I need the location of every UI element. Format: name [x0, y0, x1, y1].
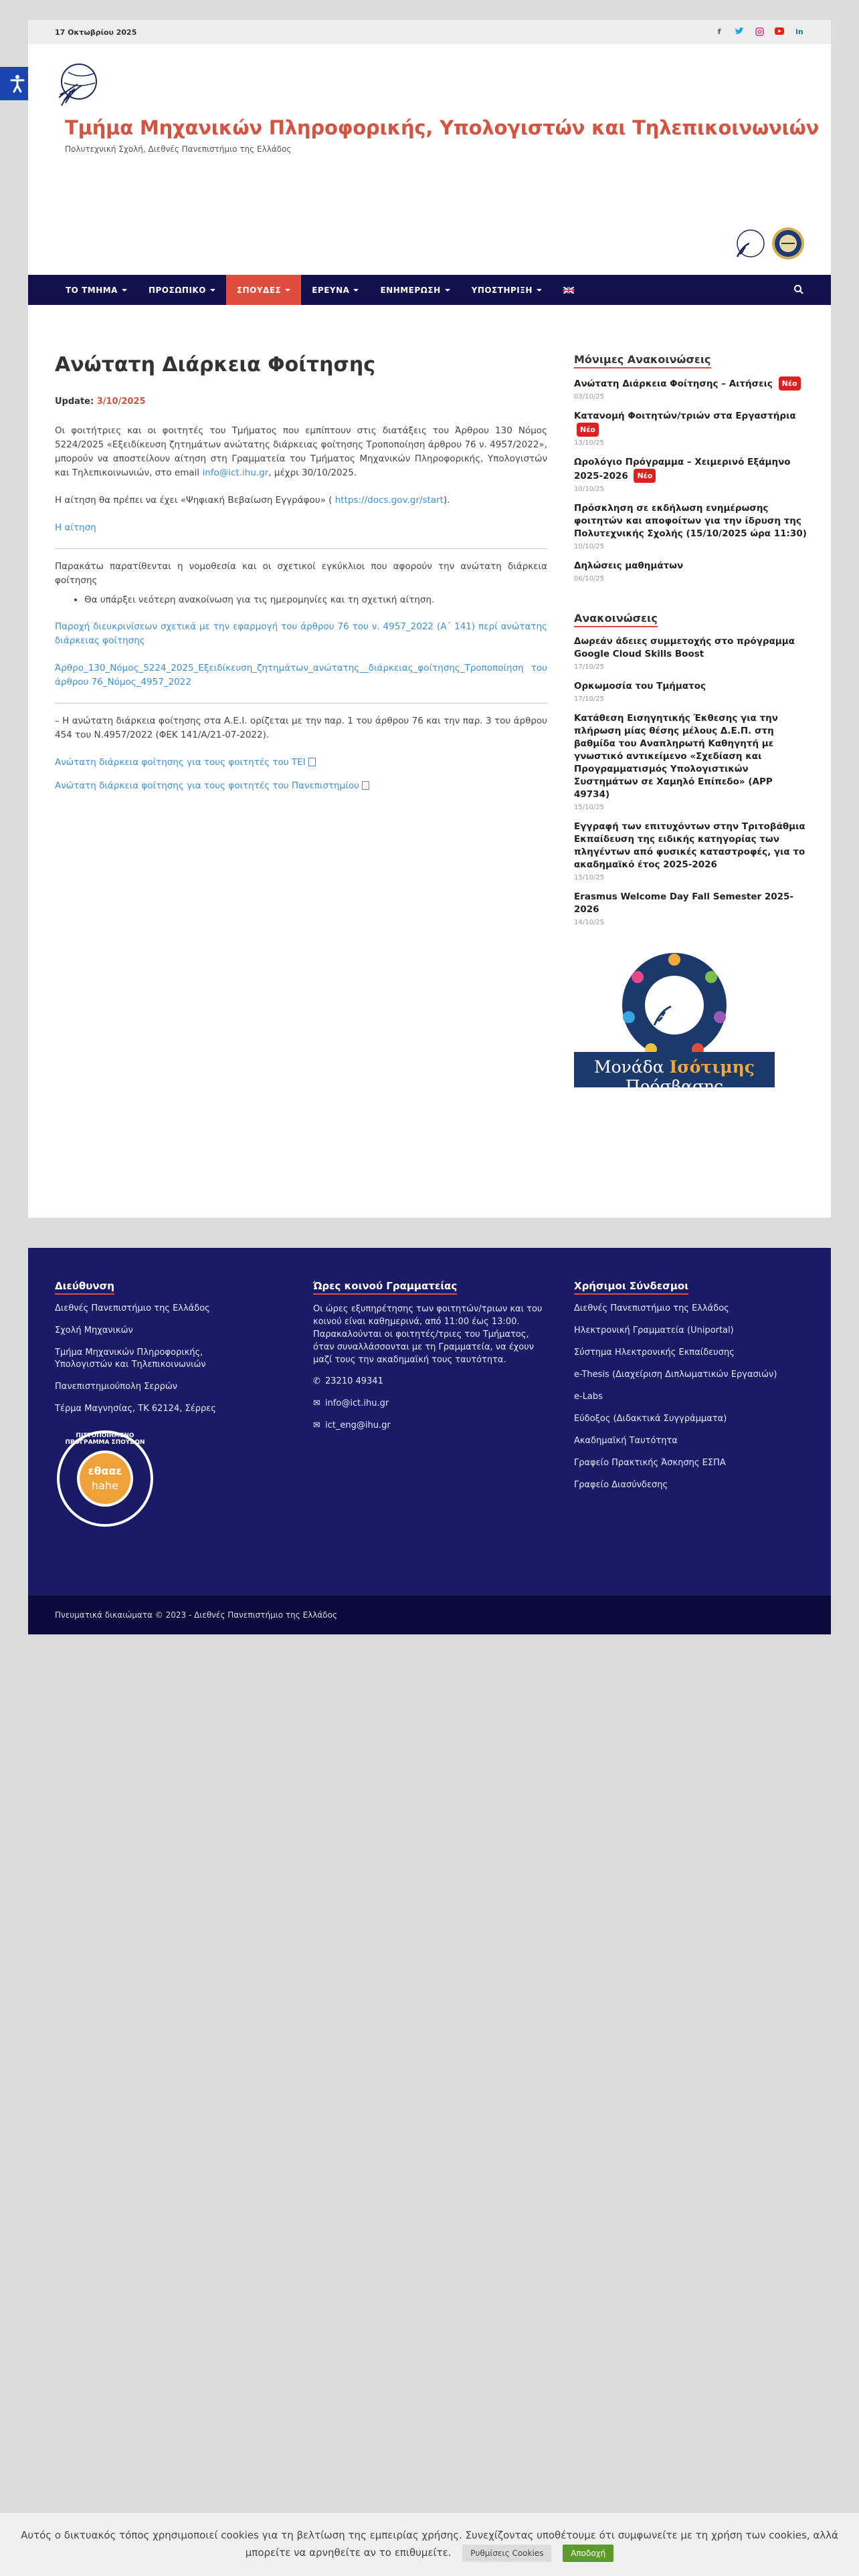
new-badge: Νέο [634, 469, 656, 483]
email-address: ict_eng@ihu.gr [325, 1420, 391, 1430]
footer-office-hours [313, 1280, 547, 1442]
footer-link[interactable]: Γραφείο Διασύνδεσης [574, 1480, 668, 1490]
address-line: Διεθνές Πανεπιστήμιο της Ελλάδος [55, 1303, 210, 1313]
hahe-text: hahe [92, 1479, 118, 1492]
docs-text-end: ). [443, 495, 450, 506]
hahe-ring-text: ΠΙΣΤΟΠΟΙΗΜΕΝΟ ΠΡΟΓΡΑΜΜΑ ΣΠΟΥΔΩΝ [65, 1432, 145, 1446]
nav-label: ΕΡΕΥΝΑ [312, 285, 350, 295]
search-icon [793, 284, 804, 295]
email-contact[interactable] [313, 1398, 547, 1410]
docs-text: Η αίτηση θα πρέπει να έχει «Ψηφιακή Βεβαίωση Εγγράφου» ( [55, 495, 335, 506]
list-item[interactable] [574, 502, 808, 550]
article [55, 353, 547, 807]
post-date: 06/10/25 [574, 575, 604, 582]
nav-item-support[interactable] [461, 275, 553, 305]
footer-link[interactable]: Γραφείο Πρακτικής Άσκησης ΕΣΠΑ [574, 1458, 726, 1468]
footer-link[interactable]: Εύδοξος (Διδακτικά Συγγράμματα) [574, 1414, 727, 1424]
cookie-settings-button[interactable]: Ρυθμίσεις Cookies [462, 2545, 551, 2562]
site-title[interactable]: Τμήμα Μηχανικών Πληροφορικής, Υπολογιστών και Τηλεπικοινωνιών [65, 116, 820, 139]
address-line: Σχολή Μηχανικών [55, 1325, 133, 1335]
post-title[interactable]: Ωρολόγιο Πρόγραμμα – Χειμερινό Εξάμηνο 2025-2026 [574, 457, 791, 481]
update-line [55, 397, 547, 407]
paragraph-legislation: Παρακάτω παρατίθενται η νομοθεσία και οι σχετικοί εγκύκλιοι που αφορούν την ανώτατη διάρκεια φοίτησης [55, 561, 547, 586]
footer-link[interactable]: Διεθνές Πανεπιστήμιο της Ελλάδος [574, 1303, 729, 1313]
phone-number: 23210 49341 [325, 1376, 383, 1386]
post-title[interactable]: Πρόσκληση σε εκδήλωση ενημέρωσης φοιτητών και αποφοίτων για την ίδρυση της Πολυτεχνικής Σχολής (15/10/2025 ώρα 11:30) [574, 503, 807, 539]
page-title: Ανώτατη Διάρκεια Φοίτησης [55, 353, 375, 377]
post-title[interactable]: Δωρεάν άδειες συμμετοχής στο πρόγραμμα Google Cloud Skills Boost [574, 636, 795, 659]
list-item[interactable] [574, 635, 808, 671]
post-title[interactable]: Ορκωμοσία του Τμήματος [574, 681, 706, 691]
caret-down-icon [210, 289, 215, 292]
pinned-announcements-title: Μόνιμες Ανακοινώσεις [574, 353, 711, 368]
list-item[interactable] [574, 377, 808, 401]
list-item[interactable] [574, 410, 808, 447]
email-link[interactable]: info@ict.ihu.gr [202, 467, 269, 478]
cookie-text: Αυτός ο δικτυακός τόπος χρησιμοποιεί cookies για τη βελτίωση της εμπειρίας χρήσης. Συνεχίζοντας υποθέτουμε ότι συμφωνείτε με τη χρήση των cookies, αλλά [21, 2529, 838, 2541]
footer-heading: Ώρες κοινού Γραμματείας [313, 1280, 457, 1295]
application-link[interactable]: Η αίτηση [55, 522, 96, 533]
main-area [28, 305, 831, 1218]
caret-down-icon [285, 289, 290, 292]
phone-contact[interactable] [313, 1376, 547, 1388]
site-subtitle: Πολυτεχνική Σχολή, Διεθνές Πανεπιστήμιο της Ελλάδος [65, 144, 292, 154]
email-contact[interactable] [313, 1420, 547, 1432]
docs-gov-link[interactable]: https://docs.gov.gr/start [335, 495, 444, 506]
banner-word: Πρόσβασης [626, 1077, 723, 1096]
post-date: 10/10/25 [574, 543, 604, 550]
post-title[interactable]: Ανώτατη Διάρκεια Φοίτησης – Αιτήσεις [574, 379, 773, 389]
caret-down-icon [445, 289, 450, 292]
update-date: 3/10/2025 [96, 397, 146, 407]
post-title[interactable]: Erasmus Welcome Day Fall Semester 2025-2026 [574, 891, 794, 915]
university-pdf-label: Ανώτατη διάρκεια φοίτησης για τους φοιτητές του Πανεπιστημίου [55, 780, 359, 791]
new-badge: Νέο [779, 377, 801, 391]
sidebar [574, 353, 808, 1096]
phone-icon: ✆ [313, 1376, 320, 1386]
article-130-link[interactable]: Άρθρο_130_Νόμος_5224_2025_Εξειδίκευση_ζητημάτων_ανώτατης__διάρκειας_φοίτησης_Τροποποίηση του άρθρου 76_Νόμος_4957_2022 [55, 663, 547, 687]
hahe-text-greek: εθααε [88, 1465, 122, 1477]
equal-access-unit-banner[interactable] [574, 950, 775, 1096]
footer-link[interactable]: e-Thesis (Διαχείριση Διπλωματικών Εργασιών) [574, 1370, 777, 1380]
nav-label: ΣΠΟΥΔΕΣ [236, 285, 282, 295]
search-button[interactable] [793, 284, 804, 298]
list-item[interactable] [574, 712, 808, 811]
new-badge: Νέο [577, 423, 599, 437]
caret-down-icon [353, 289, 359, 292]
banner-word-accent: Ισότιμης [669, 1057, 755, 1077]
copyright-text: Πνευματικά δικαιώματα © 2023 - Διεθνές Πανεπιστήμιο της Ελλάδος [55, 1610, 338, 1620]
list-item[interactable] [574, 891, 808, 926]
nav-item-department[interactable] [55, 275, 138, 305]
address-line: Τμήμα Μηχανικών Πληροφορικής, Υπολογιστών και Τηλεπικοινωνιών [55, 1348, 206, 1370]
main-navigation [28, 275, 831, 305]
footer-address [55, 1280, 256, 1529]
social-links [714, 27, 804, 37]
post-title[interactable]: Εγγραφή των επιτυχόντων στην Τριτοβάθμια Εκπαίδευση της ειδικής κατηγορίας των πληγέντων από φυσικές καταστροφές, για το ακαδημαϊκό έτος 2025-2026 [574, 821, 805, 870]
notice-list [84, 595, 547, 605]
post-date: 17/10/25 [574, 695, 604, 703]
update-label: Update: [55, 397, 94, 407]
intro-text: Οι φοιτήτριες και οι φοιτητές του Τμήματος που εμπίπτουν στις διατάξεις του Άρθρου 130 Νόμος 5224/2025 «Εξειδίκευση ζητημάτων ανώτατης διάρκειας φοίτησης Τροποποίηση άρθρου 76 ν. 4957/2022», μπορούν να αποστείλουν αίτηση στη Γραμματεία του Τμήματος Μηχανικών Πληροφορικής, Υπολογιστών και Τηλεπικοινωνιών, στο email [55, 425, 547, 478]
nav-item-research[interactable] [301, 275, 369, 305]
divider [55, 703, 547, 704]
tei-pdf-label: Ανώτατη διάρκεια φοίτησης για τους φοιτητές του ΤΕΙ [55, 757, 306, 768]
facebook-icon[interactable]: f [717, 27, 721, 36]
list-item[interactable] [574, 560, 808, 582]
address-line: Τέρμα Μαγνησίας, ΤΚ 62124, Σέρρες [55, 1404, 216, 1414]
site-header [28, 44, 831, 275]
intro-text-end: , μέχρι 30/10/2025. [268, 467, 357, 478]
envelope-icon: ✉ [313, 1420, 320, 1430]
current-date: 17 Οκτωβρίου 2025 [55, 27, 137, 37]
email-address: info@ict.ihu.gr [325, 1398, 389, 1408]
post-date: 03/10/25 [574, 393, 604, 401]
paragraph-law: – Η ανώτατη διάρκεια φοίτησης στα Α.Ε.Ι. ορίζεται με την παρ. 1 του άρθρου 76 και την παρ. 3 του άρθρου 454 του Ν.4957/2022 (ΦΕΚ 141/Α/21-07-2022). [55, 716, 547, 740]
footer-link[interactable]: Ηλεκτρονική Γραμματεία (Uniportal) [574, 1325, 734, 1335]
youtube-icon[interactable] [775, 27, 784, 37]
footer-heading: Χρήσιμοι Σύνδεσμοι [574, 1280, 688, 1295]
footer-useful-links [574, 1280, 815, 1501]
divider [55, 548, 547, 549]
caret-down-icon [537, 289, 542, 292]
post-date: 10/10/25 [574, 486, 604, 493]
twitter-icon[interactable] [735, 27, 744, 37]
equal-access-text [574, 1057, 775, 1096]
list-item[interactable] [574, 821, 808, 881]
list-item: • Θα υπάρξει νεότερη ανακοίνωση για τις ημερομηνίες και τη σχετική αίτηση. [84, 595, 547, 605]
nav-item-staff[interactable] [138, 275, 226, 305]
banner-word: Μονάδα [593, 1057, 670, 1077]
post-date: 15/10/25 [574, 874, 604, 881]
linkedin-icon[interactable]: in [795, 27, 803, 36]
post-date: 15/10/25 [574, 804, 604, 811]
post-title[interactable]: Κατάθεση Εισηγητικής Έκθεσης για την πλήρωση μίας θέσης μέλους Δ.Ε.Π. στη βαθμίδα του Αναπληρωτή Καθηγητή με γνωστικό αντικείμενο «Σχεδίαση και Προγραμματισμός Υπολογιστικών Συστημάτων σε Χαμηλό Επίπεδο» (APP 49734) [574, 713, 778, 800]
post-date: 17/10/25 [574, 663, 604, 671]
department-seal-icon [771, 226, 805, 261]
list-item[interactable] [574, 456, 808, 493]
nav-item-language[interactable] [553, 275, 585, 305]
caret-down-icon [122, 289, 127, 292]
footer-link[interactable]: Ακαδημαϊκή Ταυτότητα [574, 1436, 678, 1446]
footer-link[interactable]: e-Labs [574, 1392, 603, 1402]
post-date: 13/10/25 [574, 439, 604, 447]
footer-heading: Διεύθυνση [55, 1280, 114, 1295]
paragraph-intro [55, 424, 547, 480]
uk-flag-icon [563, 287, 574, 294]
list-item[interactable] [574, 680, 808, 703]
paragraph-docs [55, 494, 547, 508]
envelope-icon: ✉ [313, 1398, 320, 1408]
university-seal-icon [733, 226, 768, 261]
address-line: Πανεπιστημιούπολη Σερρών [55, 1382, 178, 1392]
hahe-badge[interactable] [55, 1428, 155, 1529]
accessibility-icon [7, 74, 27, 94]
office-hours-text: Οι ώρες εξυπηρέτησης των φοιτητών/τριων και του κοινού είναι καθημερινά, από 11:00 έως 13:00. Παρακαλούνται οι φοιτητές/τριες του Τμήματος, όταν συναλλάσσονται με τη Γραμματεία, να έχουν μαζί τους την ακαδημαϊκή τους ταυτότητα. [313, 1304, 543, 1365]
instagram-icon[interactable] [755, 27, 764, 37]
nav-label: ΥΠΟΣΤΗΡΙΞΗ [471, 285, 533, 295]
top-bar [28, 20, 831, 44]
clarification-link[interactable]: Παροχή διευκρινίσεων σχετικά με την εφαρμογή του άρθρου 76 του ν. 4957_2022 (Α΄ 141) περί ανώτατης διάρκειας φοίτησης [55, 621, 547, 646]
post-title[interactable]: Δηλώσεις μαθημάτων [574, 560, 684, 571]
pdf-icon [362, 781, 369, 790]
nav-label: ΠΡΟΣΩΠΙΚΟ [148, 285, 206, 295]
announcements-title: Ανακοινώσεις [574, 612, 658, 627]
post-title[interactable]: Κατανομή Φοιτητών/τριών στα Εργαστήρια [574, 411, 796, 421]
copyright-bar [28, 1596, 831, 1634]
nav-item-news[interactable] [369, 275, 460, 305]
tei-pdf-link[interactable] [55, 757, 316, 768]
pdf-icon [308, 758, 316, 766]
cookie-accept-button[interactable]: Αποδοχή [563, 2545, 613, 2562]
footer-link[interactable]: Σύστημα Ηλεκτρονικής Εκπαίδευσης [574, 1348, 735, 1358]
nav-label: ΕΝΗΜΕΡΩΣΗ [380, 285, 441, 295]
cookie-text: μπορείτε να αρνηθείτε αν το επιθυμείτε. [245, 2547, 452, 2559]
header-seals [733, 226, 805, 261]
nav-label: ΤΟ ΤΜΗΜΑ [66, 285, 118, 295]
nav-item-studies[interactable] [226, 275, 301, 305]
post-date: 14/10/25 [574, 919, 604, 926]
site-footer [28, 1248, 831, 1596]
cookie-consent-bar [0, 2513, 859, 2576]
university-pdf-link[interactable] [55, 780, 369, 791]
university-logo[interactable] [55, 59, 99, 108]
